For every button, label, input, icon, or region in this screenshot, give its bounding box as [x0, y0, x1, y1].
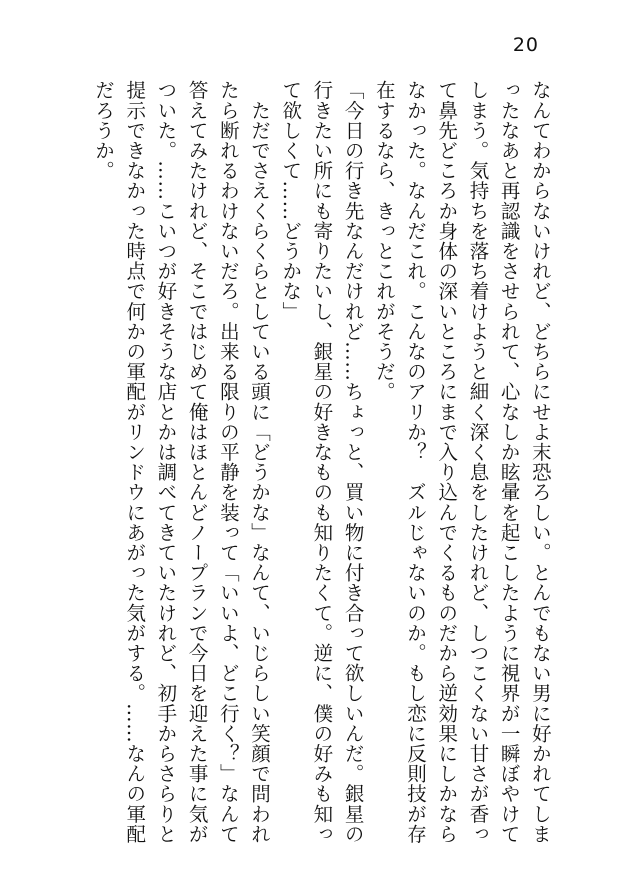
text-line: 行きたい所にも寄りたいし、銀星の好きなものも知りたくて。逆に、僕の好みも知っ: [310, 80, 334, 844]
text-line: て欲しくて……どうかな」: [279, 80, 303, 322]
text-line: て鼻先どころか身体の深いところにまで入り込んでくるものだから逆効果にしかなら: [435, 80, 459, 844]
text-line: ただでさえくらくらとしている頭に「どうかな」なんて、いじらしい笑顔で問われ: [248, 80, 272, 844]
text-line: なんてわからないけれど、どちらにせよ末恐ろしい。とんでもない男に好かれてしま: [528, 80, 552, 844]
text-line: ったなあと再認識をさせられて、心なしか眩暈を起こしたように視界が一瞬ぼやけて: [497, 80, 521, 844]
text-line: 提示できなかった時点で何かの軍配がリンドウにあがった気がする。……なんの軍配: [123, 80, 147, 844]
text-line: 「今日の行き先なんだけれど……ちょっと、買い物に付き合って欲しいんだ。銀星の: [341, 80, 365, 844]
page-number: 20: [512, 34, 539, 56]
text-line: ついた。……こいつが好きそうな店とかは調べてきていたけれど、初手からさらりと: [154, 80, 178, 844]
text-line: 答えてみたけれど、そこではじめて俺はほとんどノープランで今日を迎えた事に気が: [185, 80, 209, 844]
text-line: たら断れるわけないだろ。出来る限りの平静を装って「いいよ、どこ行く？」なんて: [216, 80, 240, 844]
text-line: しまう。気持ちを落ち着けようと細く深く息をしたけれど、しつこくない甘さが香っ: [466, 80, 490, 844]
text-line: 在するなら、きっとこれがそうだ。: [372, 80, 396, 402]
text-line: だろうか。: [92, 80, 115, 181]
text-line: なかった。なんだこれ。こんなのアリか？ ズルじゃないのか。もし恋に反則技が存: [404, 80, 428, 844]
vertical-text-body: [92, 80, 552, 844]
